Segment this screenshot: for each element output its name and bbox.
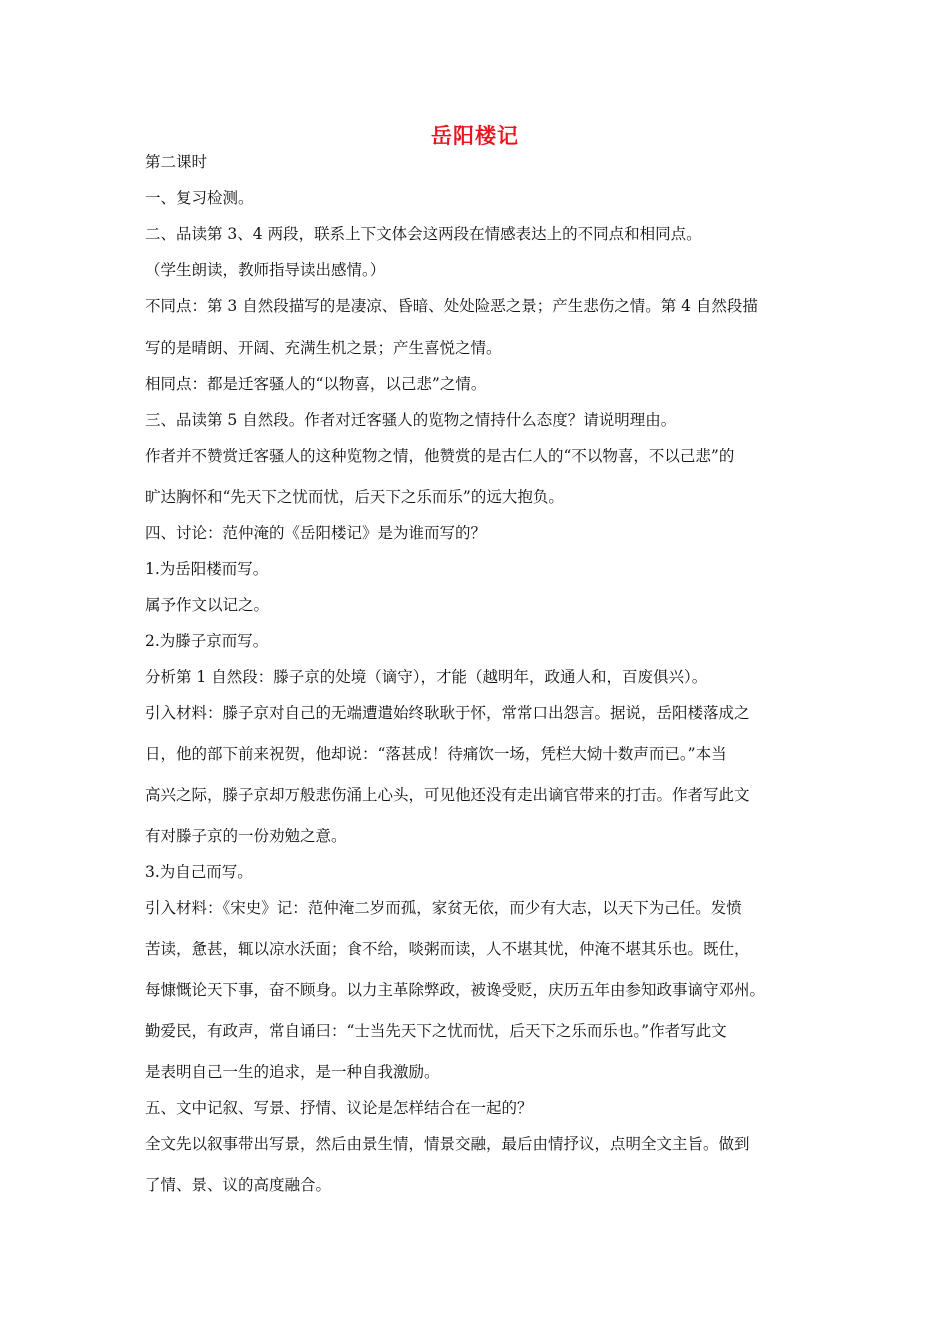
section-heading: 二、品读第 3、4 两段，联系上下文体会这两段在情感表达上的不同点和相同点。 [145, 225, 702, 243]
paragraph-line: 旷达胸怀和“先天下之忧而忧，后天下之乐而乐”的远大抱负。 [145, 488, 564, 506]
paragraph-line: 了情、景、议的高度融合。 [145, 1176, 332, 1194]
paragraph-line: 属予作文以记之。 [145, 596, 270, 614]
paragraph-line: 写的是晴朗、开阔、充满生机之景；产生喜悦之情。 [145, 339, 502, 357]
paragraph-line: 日，他的部下前来祝贺，他却说：“落甚成！待痛饮一场，凭栏大恸十数声而已。”本当 [145, 745, 727, 763]
paragraph-line: 每慷慨论天下事，奋不顾身。以力主革除弊政，被谗受贬，庆历五年由参知政事谪守邓州。 [145, 981, 766, 999]
paragraph-line: 全文先以叙事带出写景，然后由景生情，情景交融，最后由情抒议，点明全文主旨。做到 [145, 1135, 750, 1153]
paragraph-line: 高兴之际，滕子京却万般悲伤涌上心头，可见他还没有走出谪官带来的打击。作者写此文 [145, 786, 750, 804]
paragraph-line: 引入材料：《宋史》记：范仲淹二岁而孤，家贫无依，而少有大志，以天下为己任。发愤 [145, 899, 742, 917]
document-title: 岳阳楼记 [431, 123, 519, 148]
lesson-period: 第二课时 [145, 153, 208, 171]
section-heading: 四、讨论：范仲淹的《岳阳楼记》是为谁而写的？ [145, 524, 487, 542]
paragraph-line: 相同点：都是迁客骚人的“以物喜，以己悲”之情。 [145, 375, 487, 393]
paragraph-line: 作者并不赞赏迁客骚人的这种览物之情，他赞赏的是古仁人的“不以物喜，不以己悲”的 [145, 447, 735, 465]
paragraph-line: 不同点：第 3 自然段描写的是凄凉、昏暗、处处险恶之景；产生悲伤之情。第 4 自然段描 [145, 297, 758, 315]
list-item: 2.为滕子京而写。 [145, 632, 269, 650]
section-heading: 一、复习检测。 [145, 189, 254, 207]
list-item: 1.为岳阳楼而写。 [145, 560, 269, 578]
paragraph-line: 苦读，惫甚，辄以凉水沃面；食不给，啖粥而读，人不堪其忧，仲淹不堪其乐也。既仕， [145, 940, 750, 958]
paragraph-line: 勤爱民，有政声，常自诵曰：“士当先天下之忧而忧，后天下之乐而乐也。”作者写此文 [145, 1022, 727, 1040]
section-heading: 五、文中记叙、写景、抒情、议论是怎样结合在一起的？ [145, 1099, 533, 1117]
paragraph-line: 引入材料：滕子京对自己的无端遭遣始终耿耿于怀，常常口出怨言。据说，岳阳楼落成之 [145, 704, 750, 722]
paragraph-line: 分析第 1 自然段：滕子京的处境（谪守），才能（越明年，政通人和，百废俱兴）。 [145, 668, 708, 686]
paragraph-line: 是表明自己一生的追求，是一种自我激励。 [145, 1063, 440, 1081]
paragraph-line: （学生朗读，教师指导读出感情。） [145, 261, 386, 279]
paragraph-line: 有对滕子京的一份劝勉之意。 [145, 827, 347, 845]
list-item: 3.为自己而写。 [145, 863, 253, 881]
section-heading: 三、品读第 5 自然段。作者对迁客骚人的览物之情持什么态度？请说明理由。 [145, 411, 677, 429]
